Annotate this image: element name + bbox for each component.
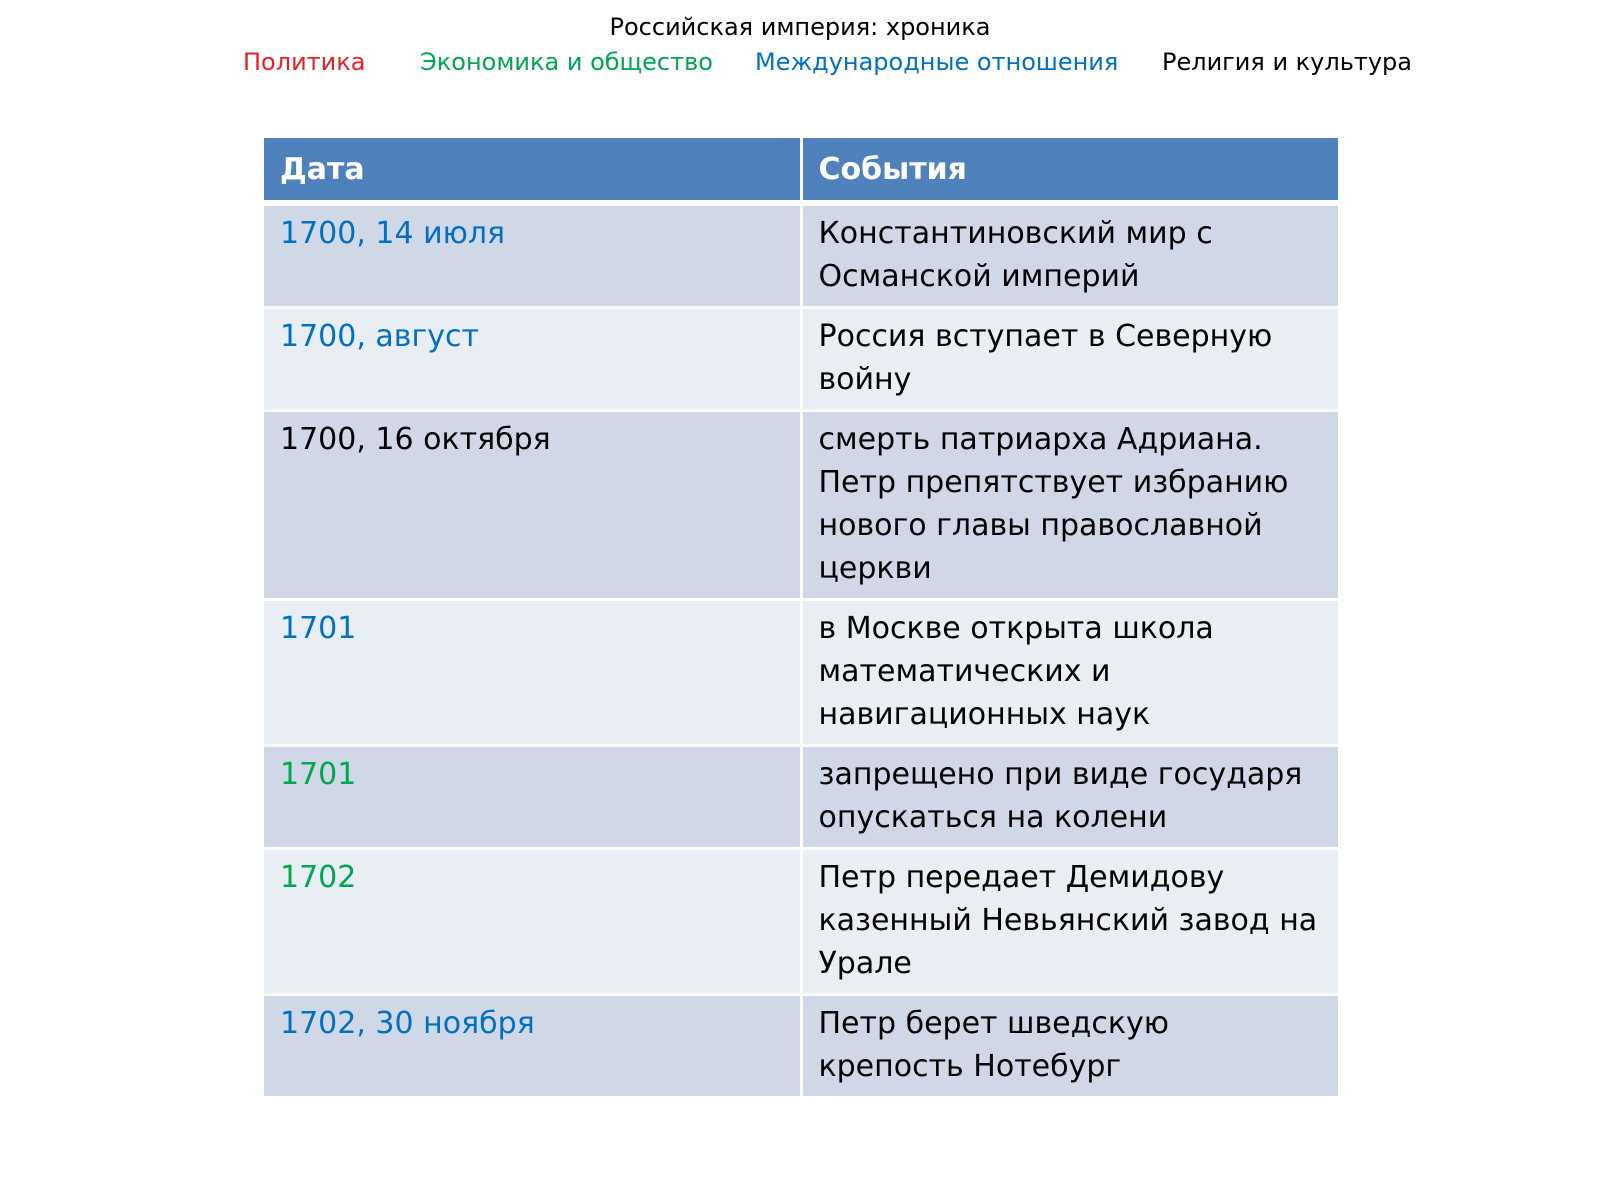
legend-international-relations: Международные отношения [755,48,1119,76]
table-row [264,203,1338,308]
column-header-date: Дата [264,138,801,203]
event-cell: Россия вступает в Северную войну [801,308,1338,411]
date-cell: 1702, 30 ноября [264,995,801,1097]
date-cell: 1700, август [264,308,801,411]
table-row [264,308,1338,411]
event-cell: Константиновский мир с Османской империй [801,203,1338,308]
category-legend [0,46,1600,78]
legend-politics: Политика [243,48,366,76]
page-title: Российская империя: хроника [609,13,991,41]
event-cell: запрещено при виде государя опускаться на колени [801,746,1338,849]
event-cell: Петр передает Демидову казенный Невьянский завод на Урале [801,849,1338,995]
event-cell: в Москве открыта школа математических и навигационных наук [801,600,1338,746]
table-row [264,411,1338,600]
legend-economy-society: Экономика и общество [420,48,713,76]
column-header-events: События [801,138,1338,203]
event-cell: Петр берет шведскую крепость Нотебург [801,995,1338,1097]
table-body [264,203,1338,1096]
date-cell: 1701 [264,746,801,849]
date-cell: 1702 [264,849,801,995]
legend-religion-culture: Религия и культура [1162,48,1412,76]
table-row [264,600,1338,746]
table-row [264,746,1338,849]
table-row [264,995,1338,1097]
date-cell: 1700, 14 июля [264,203,801,308]
event-cell: смерть патриарха Адриана. Петр препятствует избранию нового главы православной церкви [801,411,1338,600]
table-row [264,849,1338,995]
date-cell: 1701 [264,600,801,746]
date-cell: 1700, 16 октября [264,411,801,600]
chronicle-table [264,138,1338,1096]
table-header-row [264,138,1338,203]
